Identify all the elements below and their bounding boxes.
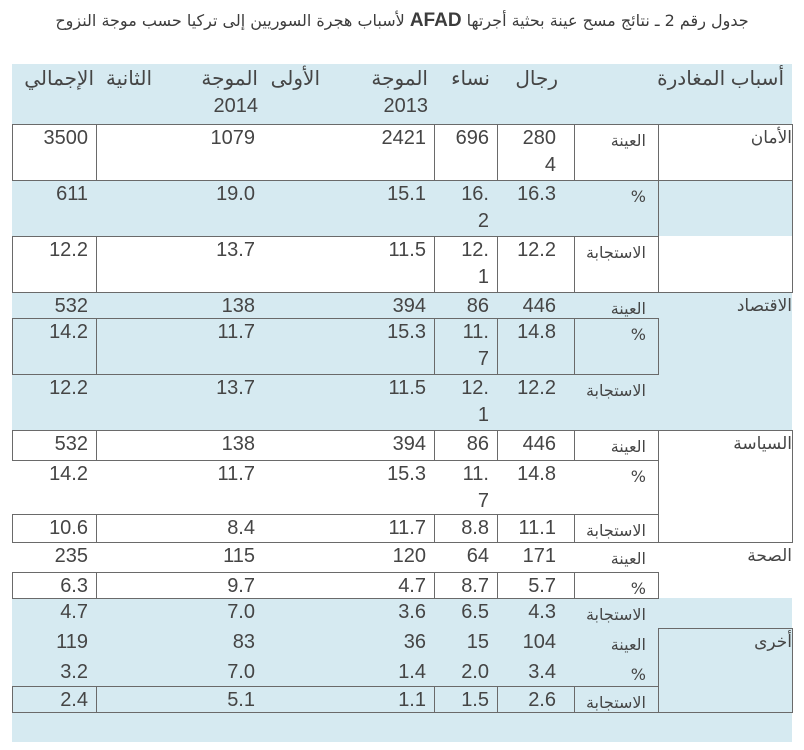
cell-men: 14.8 [517,463,556,485]
header-wave-2013-word: الموجة [371,68,428,90]
row-label: العينة [610,549,646,568]
cell-border [96,514,435,543]
cell-wave-2014: 13.7 [216,239,255,261]
cell-border [96,572,435,599]
cell-women: 1.5 [461,689,489,711]
cell-men: 446 [522,295,556,317]
cell-border [96,686,435,713]
cell-border [96,318,435,375]
cell-wave-2013: 36 [403,631,426,653]
cell-border [574,572,659,599]
cell-total: 12.2 [49,239,88,261]
row-label: العينة [610,635,646,654]
cell-wave-2014: 5.1 [227,689,255,711]
table-header [12,64,792,124]
row-group-name: الصحة [747,546,792,566]
header-wave-2013 [348,66,428,120]
row-label: % [630,579,646,598]
row-label: الاستجابة [585,693,646,712]
cell-wave-2014: 138 [221,295,255,317]
cell-wave-2014: 115 [223,545,255,567]
cell-wave-2014: 11.7 [217,463,255,485]
cell-wave-2014: 7.0 [227,601,255,623]
cell-wave-2014: 19.0 [216,183,255,205]
cell-women: 696 [455,127,489,149]
header-wave-2013-year: 2013 [383,95,428,117]
cell-wave-2014: 13.7 [216,377,255,399]
row-group-name: أخرى [754,632,792,652]
row-label: العينة [610,437,646,456]
header-wave-2014 [178,66,258,120]
cell-men: 104 [522,631,556,653]
header-total: الإجمالي [24,68,94,90]
cell-women: 64 [466,545,489,567]
cell-women: 7 [477,348,489,370]
cell-men: 446 [522,433,556,455]
row-label: العينة [610,299,646,318]
cell-wave-2013: 1.4 [398,661,426,683]
cell-border [574,318,659,375]
row-group-name: الأمان [750,128,792,148]
cell-women: 16. [461,183,489,205]
cell-wave-2013: 394 [392,295,426,317]
cell-men: 4 [544,154,556,176]
row-label: الاستجابة [585,243,646,262]
header-wave-2014-word: الموجة [201,68,258,90]
cell-women: 11. [462,321,489,343]
cell-wave-2013: 394 [392,433,426,455]
cell-wave-2013: 11.5 [388,239,426,261]
cell-wave-2014: 11.7 [217,321,255,343]
cell-wave-2014: 7.0 [227,661,255,683]
cell-women: 12. [461,239,489,261]
cell-total: 14.2 [49,463,88,485]
row-label: الاستجابة [585,521,646,540]
cell-men: 2.6 [528,689,556,711]
row-label: % [630,665,646,684]
cell-men: 12.2 [517,377,556,399]
table-caption [14,8,790,64]
cell-total: 12.2 [49,377,88,399]
cell-wave-2013: 11.7 [388,517,426,539]
cell-wave-2013: 120 [392,545,426,567]
row-label: % [630,187,646,206]
cell-women: 11. [462,463,489,485]
cell-women: 8.7 [461,575,489,597]
cell-men: 3.4 [528,661,556,683]
row-label: العينة [610,131,646,150]
cell-total: 532 [54,433,88,455]
table-footer-band [12,712,792,742]
cell-total: 3.2 [60,661,88,683]
cell-women: 6.5 [461,601,489,623]
cell-women: 12. [461,377,489,399]
cell-total: 611 [56,183,88,205]
cell-women: 86 [466,295,489,317]
cell-total: 235 [54,545,88,567]
cell-women: 15 [466,631,489,653]
cell-wave-2013: 1.1 [398,689,426,711]
cell-wave-2014: 83 [232,631,255,653]
header-wave-2014-year: 2014 [213,95,258,117]
cell-men: 280 [522,127,556,149]
cell-total: 14.2 [49,321,88,343]
cell-women: 2.0 [461,661,489,683]
cell-men: 14.8 [517,321,556,343]
cell-men: 5.7 [528,575,556,597]
row-label: % [630,325,646,344]
header-first: الأولى [270,68,320,90]
header-second: الثانية [105,68,152,90]
header-men: رجال [515,68,558,90]
row-label: الاستجابة [585,381,646,400]
cell-wave-2014: 9.7 [227,575,255,597]
caption-text-start: جدول رقم 2 ـ نتائج مسح عينة بحثية أجرتها [461,11,749,30]
row-group-name: الاقتصاد [736,296,792,316]
cell-wave-2013: 11.5 [388,377,426,399]
caption-afad: AFAD [409,10,462,31]
cell-total: 6.3 [60,575,88,597]
cell-wave-2013: 15.3 [387,321,426,343]
cell-men: 16.3 [517,183,556,205]
header-women: نساء [451,68,490,90]
cell-wave-2013: 4.7 [398,575,426,597]
cell-men: 4.3 [528,601,556,623]
cell-women: 8.8 [461,517,489,539]
cell-men: 171 [522,545,556,567]
cell-women: 7 [477,490,489,512]
row-label: الاستجابة [585,605,646,624]
cell-total: 119 [56,631,88,653]
cell-wave-2013: 15.3 [387,463,426,485]
cell-women: 86 [466,433,489,455]
cell-women: 1 [477,266,489,288]
cell-men: 12.2 [517,239,556,261]
cell-women: 2 [477,210,489,232]
row-label: % [630,467,646,486]
cell-total: 532 [54,295,88,317]
cell-wave-2014: 138 [221,433,255,455]
cell-men: 11.1 [518,517,556,539]
cell-total: 10.6 [49,517,88,539]
cell-women: 1 [477,404,489,426]
cell-wave-2013: 3.6 [398,601,426,623]
header-reason: أسباب المغادرة [657,68,784,90]
cell-wave-2013: 2421 [381,127,426,149]
cell-total: 4.7 [60,601,88,623]
cell-border [96,236,435,293]
cell-wave-2014: 1079 [210,127,255,149]
cell-wave-2014: 8.4 [227,517,255,539]
cell-border [96,430,435,461]
cell-wave-2013: 15.1 [387,183,426,205]
row-group-name: السياسة [733,434,792,454]
cell-total: 3500 [43,127,88,149]
cell-total: 2.4 [60,689,88,711]
caption-text-end: لأسباب هجرة السوريين إلى تركيا حسب موجة النزوح [55,11,410,30]
